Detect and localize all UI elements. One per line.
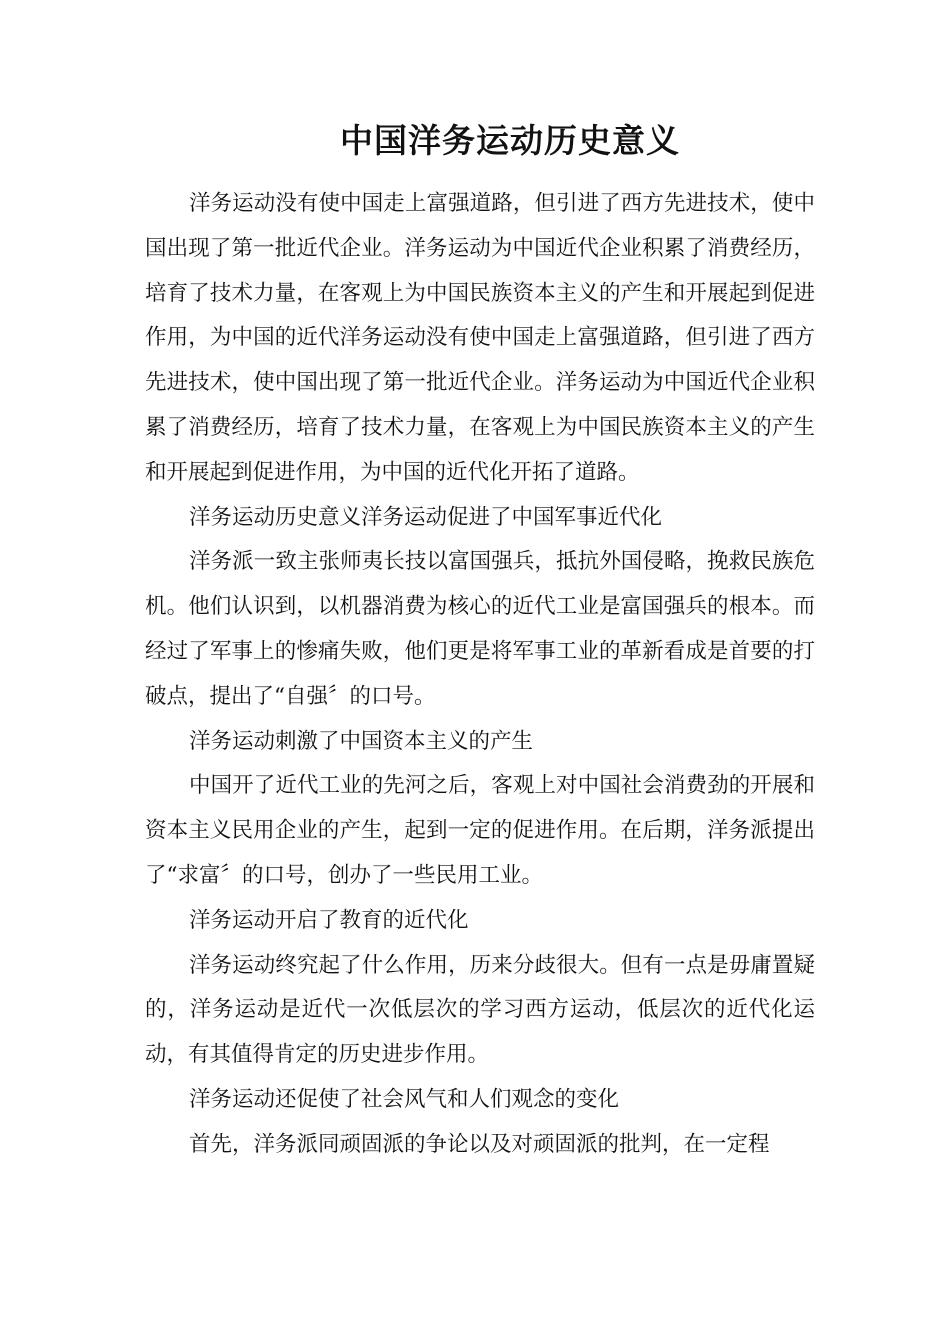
document-title: 中国洋务运动历史意义	[340, 121, 680, 160]
paragraph-5: 首先，洋务派同顽固派的争论以及对顽固派的批判，在一定程	[189, 1131, 770, 1157]
paragraph-4: 洋务运动终究起了什么作用，历来分歧很大。但有一点是毋庸置疑的，洋务运动是近代一次低层次的学习西方运动，低层次的近代化运动，有其值得肯定的历史进步作用。	[145, 952, 815, 1068]
paragraph-3: 中国开了近代工业的先河之后，客观上对中国社会消费劲的开展和资本主义民用企业的产生，起到一定的促进作用。在后期，洋务派提出了“求富〞的口号，创办了一些民用工业。	[145, 773, 815, 888]
paragraph-2: 洋务派一致主张师夷长技以富国强兵，抵抗外国侵略，挽救民族危机。他们认识到，以机器消费为核心的近代工业是富国强兵的根本。而经过了军事上的惨痛失败，他们更是将军事工业的革新看成是首要的打破点，提出了“自强〞的口号。	[145, 549, 815, 709]
section-heading-military: 洋务运动历史意义洋务运动促进了中国军事近代化	[189, 504, 663, 530]
section-heading-capitalism: 洋务运动刺激了中国资本主义的产生	[189, 728, 534, 754]
section-heading-education: 洋务运动开启了教育的近代化	[189, 907, 469, 933]
section-heading-social-change: 洋务运动还促使了社会风气和人们观念的变化	[189, 1086, 620, 1112]
document-body	[145, 182, 815, 1168]
paragraph-1: 洋务运动没有使中国走上富强道路，但引进了西方先进技术，使中国出现了第一批近代企业。洋务运动为中国近代企业积累了消费经历，培育了技术力量，在客观上为中国民族资本主义的产生和开展起到促进作用，为中国的近代洋务运动没有使中国走上富强道路，但引进了西方先进技术，使中国出现了第一批近代企业。洋务运动为中国近代企业积累了消费经历，培育了技术力量，在客观上为中国民族资本主义的产生和开展起到促进作用，为中国的近代化开拓了道路。	[145, 191, 815, 485]
